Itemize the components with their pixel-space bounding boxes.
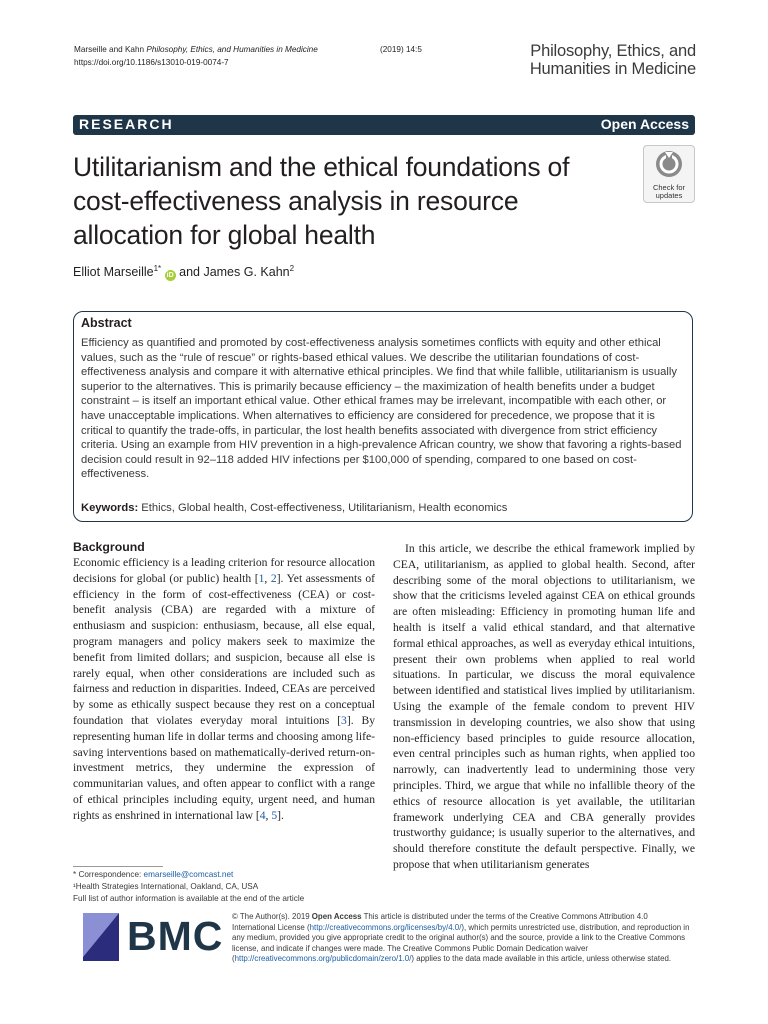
header-authors: Marseille and Kahn — [74, 45, 145, 54]
header-year-volume: (2019) 14:5 — [380, 45, 422, 54]
running-header — [74, 43, 494, 69]
doi-link[interactable]: https://doi.org/10.1186/s13010-019-0074-7 — [74, 58, 229, 67]
footnotes — [73, 869, 373, 905]
author-info-note: Full list of author information is available at the end of the article — [73, 894, 305, 903]
citation-link[interactable]: 5 — [271, 808, 278, 822]
keywords-label: Keywords: — [81, 502, 139, 514]
section-label: RESEARCH — [79, 116, 174, 132]
citation-link[interactable]: 1 — [258, 571, 265, 585]
author-1-affil: 1* — [153, 264, 162, 273]
check-for-updates-badge[interactable] — [643, 145, 695, 203]
journal-logo-line2: Humanities in Medicine — [529, 60, 696, 78]
bmc-logo-icon — [81, 911, 123, 963]
license-statement: © The Author(s). 2019 Open Access This article is distributed under the terms of the Creative Commons Attribution 4.0 International License (http://creativecommons.org/licenses/by/4.0/), which permits unrestricted use, distribution, and reproduction in any medium, provided you give appropriate credit to the original author(s) and the source, provide a link to the Creative Commons license, and indicate if changes were made. The Creative Commons Public Domain Dedication waiver (http://creativecommons.org/publicdomain/zero/1.0/) applies to the data made available in this article, unless otherwise stated. — [232, 912, 690, 964]
keywords — [81, 502, 685, 514]
body-right-column — [393, 541, 695, 873]
abstract-heading: Abstract — [81, 316, 132, 330]
license-open-access: Open Access — [311, 912, 362, 921]
paragraph: Economic efficiency is a leading criterion for resource allocation decisions for global (or public) health [1, 2]. Yet assessments of efficiency in the form of cost-effectiveness (CEA) or cost-benefit analysis (CBA) are regarded with a mixture of enthusiasm and suspicion: enthusiasm, because, all else equal, program managers and policy makers seek to maximize the benefit from limited dollars; and suspicion, because all else is rarely equal, when other considerations are included such as fairness and reduction in disparities. Indeed, CEAs are perceived by some as ethically suspect because they rest on a conceptual foundation that violates everyday moral intuitions [3]. By representing human life in dollar terms and choosing among life-saving interventions based on mathematically-derived return-on-investment metrics, they undermine the expression of communitarian values, and often appear to conflict with a range of ethical principles including equity, urgent need, and human rights as enshrined in international law [4, 5]. — [73, 556, 375, 822]
body-left-column — [73, 540, 375, 824]
open-access-label: Open Access — [600, 116, 689, 132]
keywords-list: Ethics, Global health, Cost-effectiveness, Utilitarianism, Health economics — [138, 502, 508, 514]
cc-by-link[interactable]: http://creativecommons.org/licenses/by/4.0/ — [309, 922, 462, 932]
paragraph: In this article, we describe the ethical framework implied by CEA, utilitarianism, as applied to global health. Second, after describing some of the moral objections to utilitarianism, we show that the criticisms leveled against CEA on ethical grounds are often misleading: Efficiency in promoting human life and health is itself a valid ethical standard, and that alternative formal ethical approaches, as well as everyday ethical intuitions, present their own problems when applied to real world situations. In particular, we discuss the moral equivalence between identified and statistical lives implied by utilitarianism. Using the example of the female condom to prevent HIV transmission in developing countries, we also show that using non-efficiency based principles to guide resource allocation, even central principles such as human rights, when applied too narrowly, can inadvertently lead to undermining those very principles. Third, we argue that while no infallible theory of the ethics of resource allocation is yet available, the utilitarian framework underlying CEA and CBA generally provides trustworthy guidance; is usually superior to the alternatives, and should therefore constitute the default perspective. Finally, we propose that when utilitarianism generates — [393, 542, 695, 871]
correspondence: * Correspondence: emarseille@comcast.net — [73, 870, 234, 879]
journal-logo — [530, 42, 696, 78]
section-bar — [73, 115, 695, 135]
author-1[interactable]: Elliot Marseille — [73, 265, 154, 280]
affiliation: ¹Health Strategies International, Oakland, CA, USA — [73, 882, 259, 891]
author-2-affil: 2 — [289, 264, 295, 273]
citation-line — [74, 43, 494, 56]
section-heading-background: Background — [73, 540, 145, 554]
bmc-logo — [81, 911, 224, 963]
bmc-logo-text: BMC — [127, 913, 224, 959]
abstract-box — [73, 311, 693, 522]
footnote-divider — [73, 866, 163, 867]
abstract-text: Efficiency as quantified and promoted by cost-effectiveness analysis sometimes conflicts with equity and other ethical values, such as the “rule of rescue” or rights-based ethical values. We describe the utilitarian foundations of cost-effectiveness analysis and compare it with alternative ethical principles. We find that while fallible, utilitarianism is usually superior to the alternatives. This is primarily because efficiency – the maximization of health benefits under a budget constraint – is itself an important ethical value. Other ethical frames may be irrelevant, incompatible with each other, or have unacceptable implications. When alternatives to efficiency are considered for precedence, we propose that it is critical to quantify the trade-offs, in particular, the lost health benefits associated with divergence from strict efficiency criteria. Using an example from HIV prevention in a high-prevalence African country, we show that favoring a rights-based decision could result in 92–118 added HIV infections per $100,000 of spending, compared to one based on cost-effectiveness. — [81, 337, 682, 481]
orcid-icon[interactable]: iD — [166, 272, 174, 280]
journal-logo-line1: Philosophy, Ethics, and — [530, 42, 696, 60]
cc-zero-link[interactable]: http://creativecommons.org/publicdomain/zero/1.0/ — [234, 954, 412, 964]
crossmark-icon — [655, 150, 683, 178]
author-line — [73, 264, 294, 281]
article-title: Utilitarianism and the ethical foundations of cost-effectiveness analysis in resource allocation for global health — [73, 152, 570, 250]
citation-link[interactable]: 4 — [259, 808, 266, 822]
citation-link[interactable]: 3 — [341, 713, 347, 727]
header-journal: Philosophy, Ethics, and Humanities in Medicine — [146, 45, 318, 54]
citation-link[interactable]: 2 — [270, 571, 277, 585]
check-updates-text: Check for updates — [652, 183, 686, 200]
correspondence-email[interactable]: emarseille@comcast.net — [143, 870, 234, 879]
author-2[interactable]: and James G. Kahn — [175, 265, 290, 280]
